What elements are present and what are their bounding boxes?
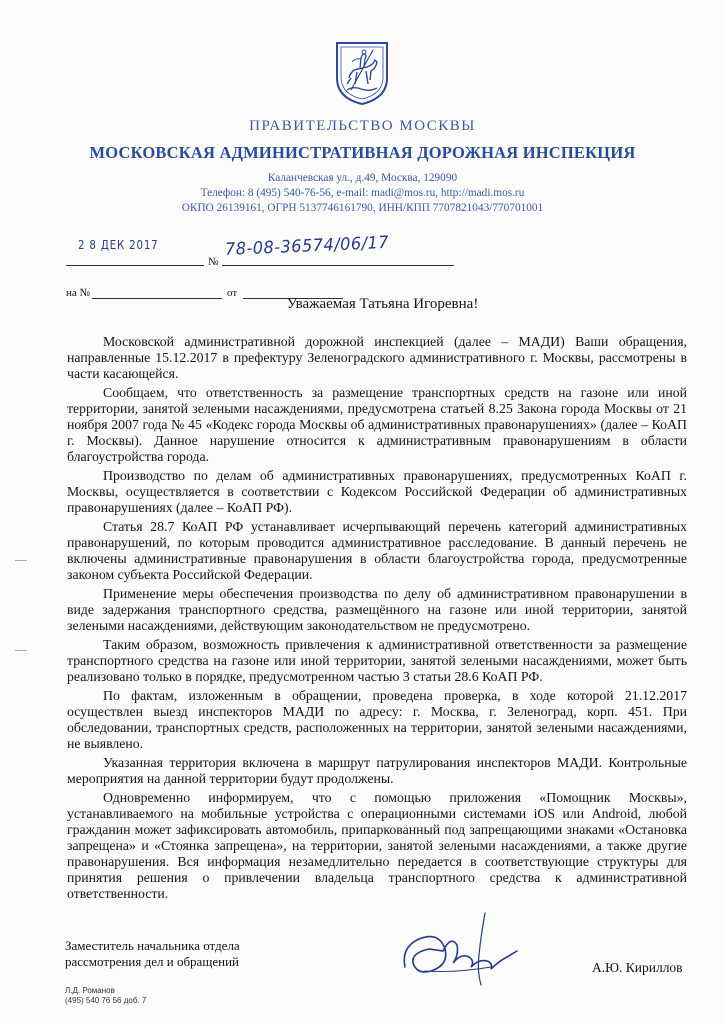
paragraph: Московской административной дорожной инспекцией (далее – МАДИ) Ваши обращения, направленные 15.12.2017 в префектуру Зеленоградского административного г. Москвы, рассмотрены в части касающейся. [67, 334, 687, 381]
paragraph: Сообщаем, что ответственность за размещение транспортных средств на газоне или иной территории, занятой зелеными насаждениями, предусмотрена статьей 8.25 Закона города Москвы от 21 ноября 2007 года № 45 «Кодекс города Москвы об административных правонарушениях» (далее – КоАП г. Москвы). Данное нарушение относится к административным правонарушениям в области благоустройства города. [67, 385, 687, 464]
executor-phone: (495) 540 76 56 доб. 7 [65, 996, 147, 1005]
paragraph: Применение меры обеспечения производства по делу об административном правонарушении в виде задержания транспортного средства, размещённого на газоне или иной территории, занятой зелеными насаждениями, действующим законодательством не предусмотрено. [67, 586, 687, 633]
paragraph: Указанная территория включена в маршрут патрулирования инспекторов МАДИ. Контрольные мероприятия на данной территории будут продолжены. [67, 755, 687, 786]
letter-body [67, 334, 687, 905]
number-sign-label: № [208, 256, 219, 268]
date-underline [66, 265, 204, 266]
paragraph: Статья 28.7 КоАП РФ устанавливает исчерпывающий перечень категорий административных правонарушений, по которым проводится административное расследование. В данный перечень не включены административные правонарушения в области благоустройства города, предусмотренные законом субъекта Российской Федерации. [67, 519, 687, 582]
handwritten-signature-icon [395, 905, 525, 990]
signatory-name: А.Ю. Кириллов [592, 960, 683, 975]
paragraph: Одновременно информируем, что с помощью приложения «Помощник Москвы», устанавливаемого на мобильные устройства с операционными системами iOS или Android, любой гражданин может зафиксировать автомобиль, припаркованный под запрещающими знаками «Остановка запрещена» и «Стоянка запрещена», на территории, занятой зелеными насаждениями, а также другие правонарушения. Вся информация незамедлительно передается в соответствующие структуры для принятия решения о привлечении владельца транспортного средства к административной ответственности. [67, 790, 687, 901]
date-stamp: 2 8 ДЕК 2017 [78, 237, 159, 252]
paragraph: Производство по делам об административных правонарушениях, предусмотренных КоАП г. Москвы, осуществляется в соответствии с Кодексом Российской Федерации об административных правонарушениях (далее – КоАП РФ). [67, 468, 687, 515]
greeting: Уважаемая Татьяна Игоревна! [286, 296, 479, 312]
moscow-coat-of-arms-icon [333, 40, 391, 106]
paragraph: По фактам, изложенным в обращении, проведена проверка, в ходе которой 21.12.2017 осуществлен выезд инспекторов МАДИ по адресу: г. Москва, г. Зеленоград, корп. 451. При обследовании, транспортных средств, расположенных на территории, занятой зелеными насаждениями, не выявлено. [67, 688, 687, 751]
in-reply-label: на № [66, 287, 91, 299]
signatory-title [65, 938, 240, 970]
contacts-line: Телефон: 8 (495) 540-76-56, e-mail: madi@mos.ru, http://madi.mos.ru [200, 187, 525, 200]
number-underline [222, 265, 454, 266]
executor-info [65, 986, 146, 1006]
government-name: ПРАВИТЕЛЬСТВО МОСКВЫ [249, 118, 476, 134]
signatory-title-line: рассмотрения дел и обращений [65, 954, 239, 969]
organization-details [0, 171, 725, 217]
margin-fold-mark [15, 650, 27, 651]
outgoing-number-handwritten: 78-08-36574/06/17 [224, 232, 390, 260]
address-line: Каланчевская ул., д.49, Москва, 129090 [267, 172, 458, 184]
signatory-title-line: Заместитель начальника отдела [65, 938, 240, 953]
executor-name: Л.Д. Романов [65, 986, 115, 995]
registry-line: ОКПО 26139161, ОГРН 5137746161790, ИНН/КПП 7707821043/770701001 [181, 202, 544, 215]
from-label: от [227, 287, 238, 299]
margin-fold-mark [15, 560, 27, 561]
paragraph: Таким образом, возможность привлечения к административной ответственности за размещение транспортного средства на газоне или иной территории, занятой зелеными насаждениями, может быть реализовано только в порядке, предусмотренном частью 3 статьи 28.6 КоАП РФ. [67, 637, 687, 684]
organization-name: МОСКОВСКАЯ АДМИНИСТРАТИВНАЯ ДОРОЖНАЯ ИНСПЕКЦИЯ [89, 143, 636, 162]
